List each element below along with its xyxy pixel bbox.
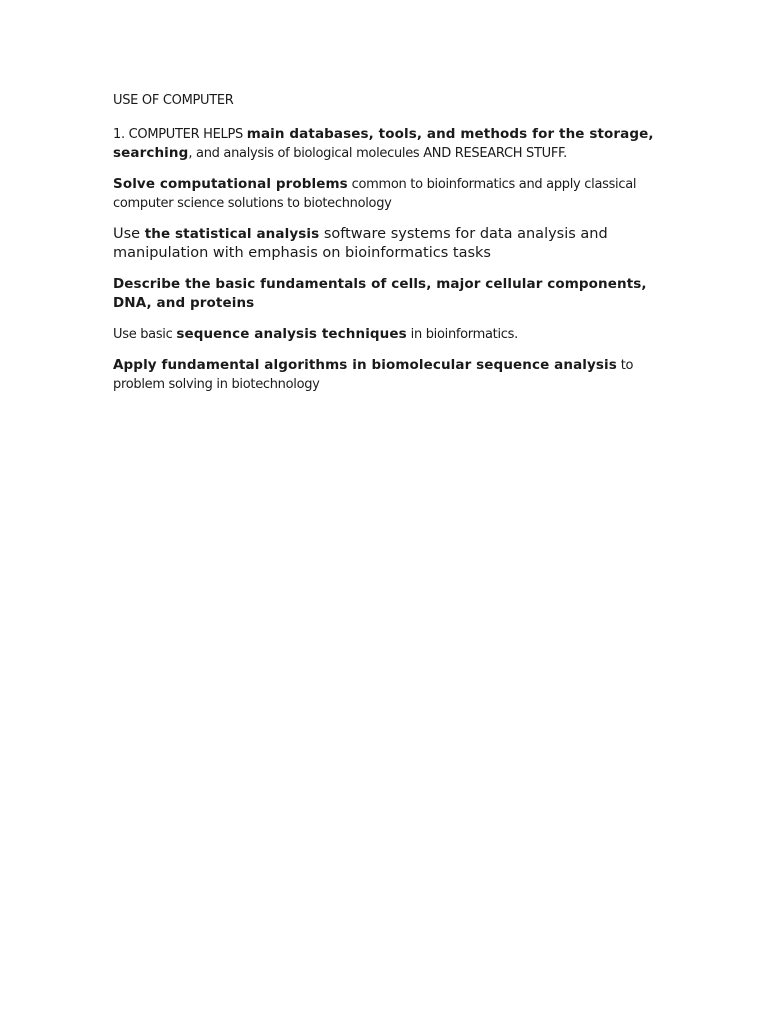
- paragraph-bold-text: the statistical analysis: [144, 226, 320, 242]
- paragraph-fundamentals: [113, 275, 658, 313]
- paragraph-statistical-analysis: [113, 225, 658, 263]
- paragraph-bold-text: main databases, tools, and methods for the storage, searching: [113, 126, 654, 161]
- paragraph-text: in bioinformatics.: [406, 327, 518, 342]
- paragraph-text: common to bioinformatics and apply classical computer science solutions to biotechnology: [113, 177, 637, 211]
- paragraph-text: Use: [113, 226, 145, 242]
- paragraph-text: Use basic: [113, 327, 177, 342]
- paragraph-text: software systems for data analysis and manipulation with emphasis on bioinformatics tasks: [113, 226, 608, 261]
- paragraph-bold-text: Describe the basic fundamentals of cells, major cellular components, DNA, and proteins: [113, 276, 647, 311]
- document-title: USE OF COMPUTER: [113, 93, 234, 108]
- paragraph-bold-text: sequence analysis techniques: [176, 326, 407, 342]
- paragraph-text: to problem solving in biotechnology: [113, 358, 634, 392]
- paragraph-computer-helps: [113, 125, 658, 163]
- paragraph-sequence-analysis: [113, 325, 658, 344]
- paragraph-solve-problems: [113, 175, 658, 213]
- paragraph-text: 1. COMPUTER HELPS: [113, 127, 247, 142]
- document-page: [113, 92, 658, 406]
- paragraph-algorithms: [113, 356, 658, 394]
- paragraph-bold-text: Solve computational problems: [113, 176, 348, 192]
- paragraph-text: , and analysis of biological molecules AND RESEARCH STUFF.: [188, 146, 567, 161]
- paragraph-bold-text: Apply fundamental algorithms in biomolecular sequence analysis: [113, 357, 617, 373]
